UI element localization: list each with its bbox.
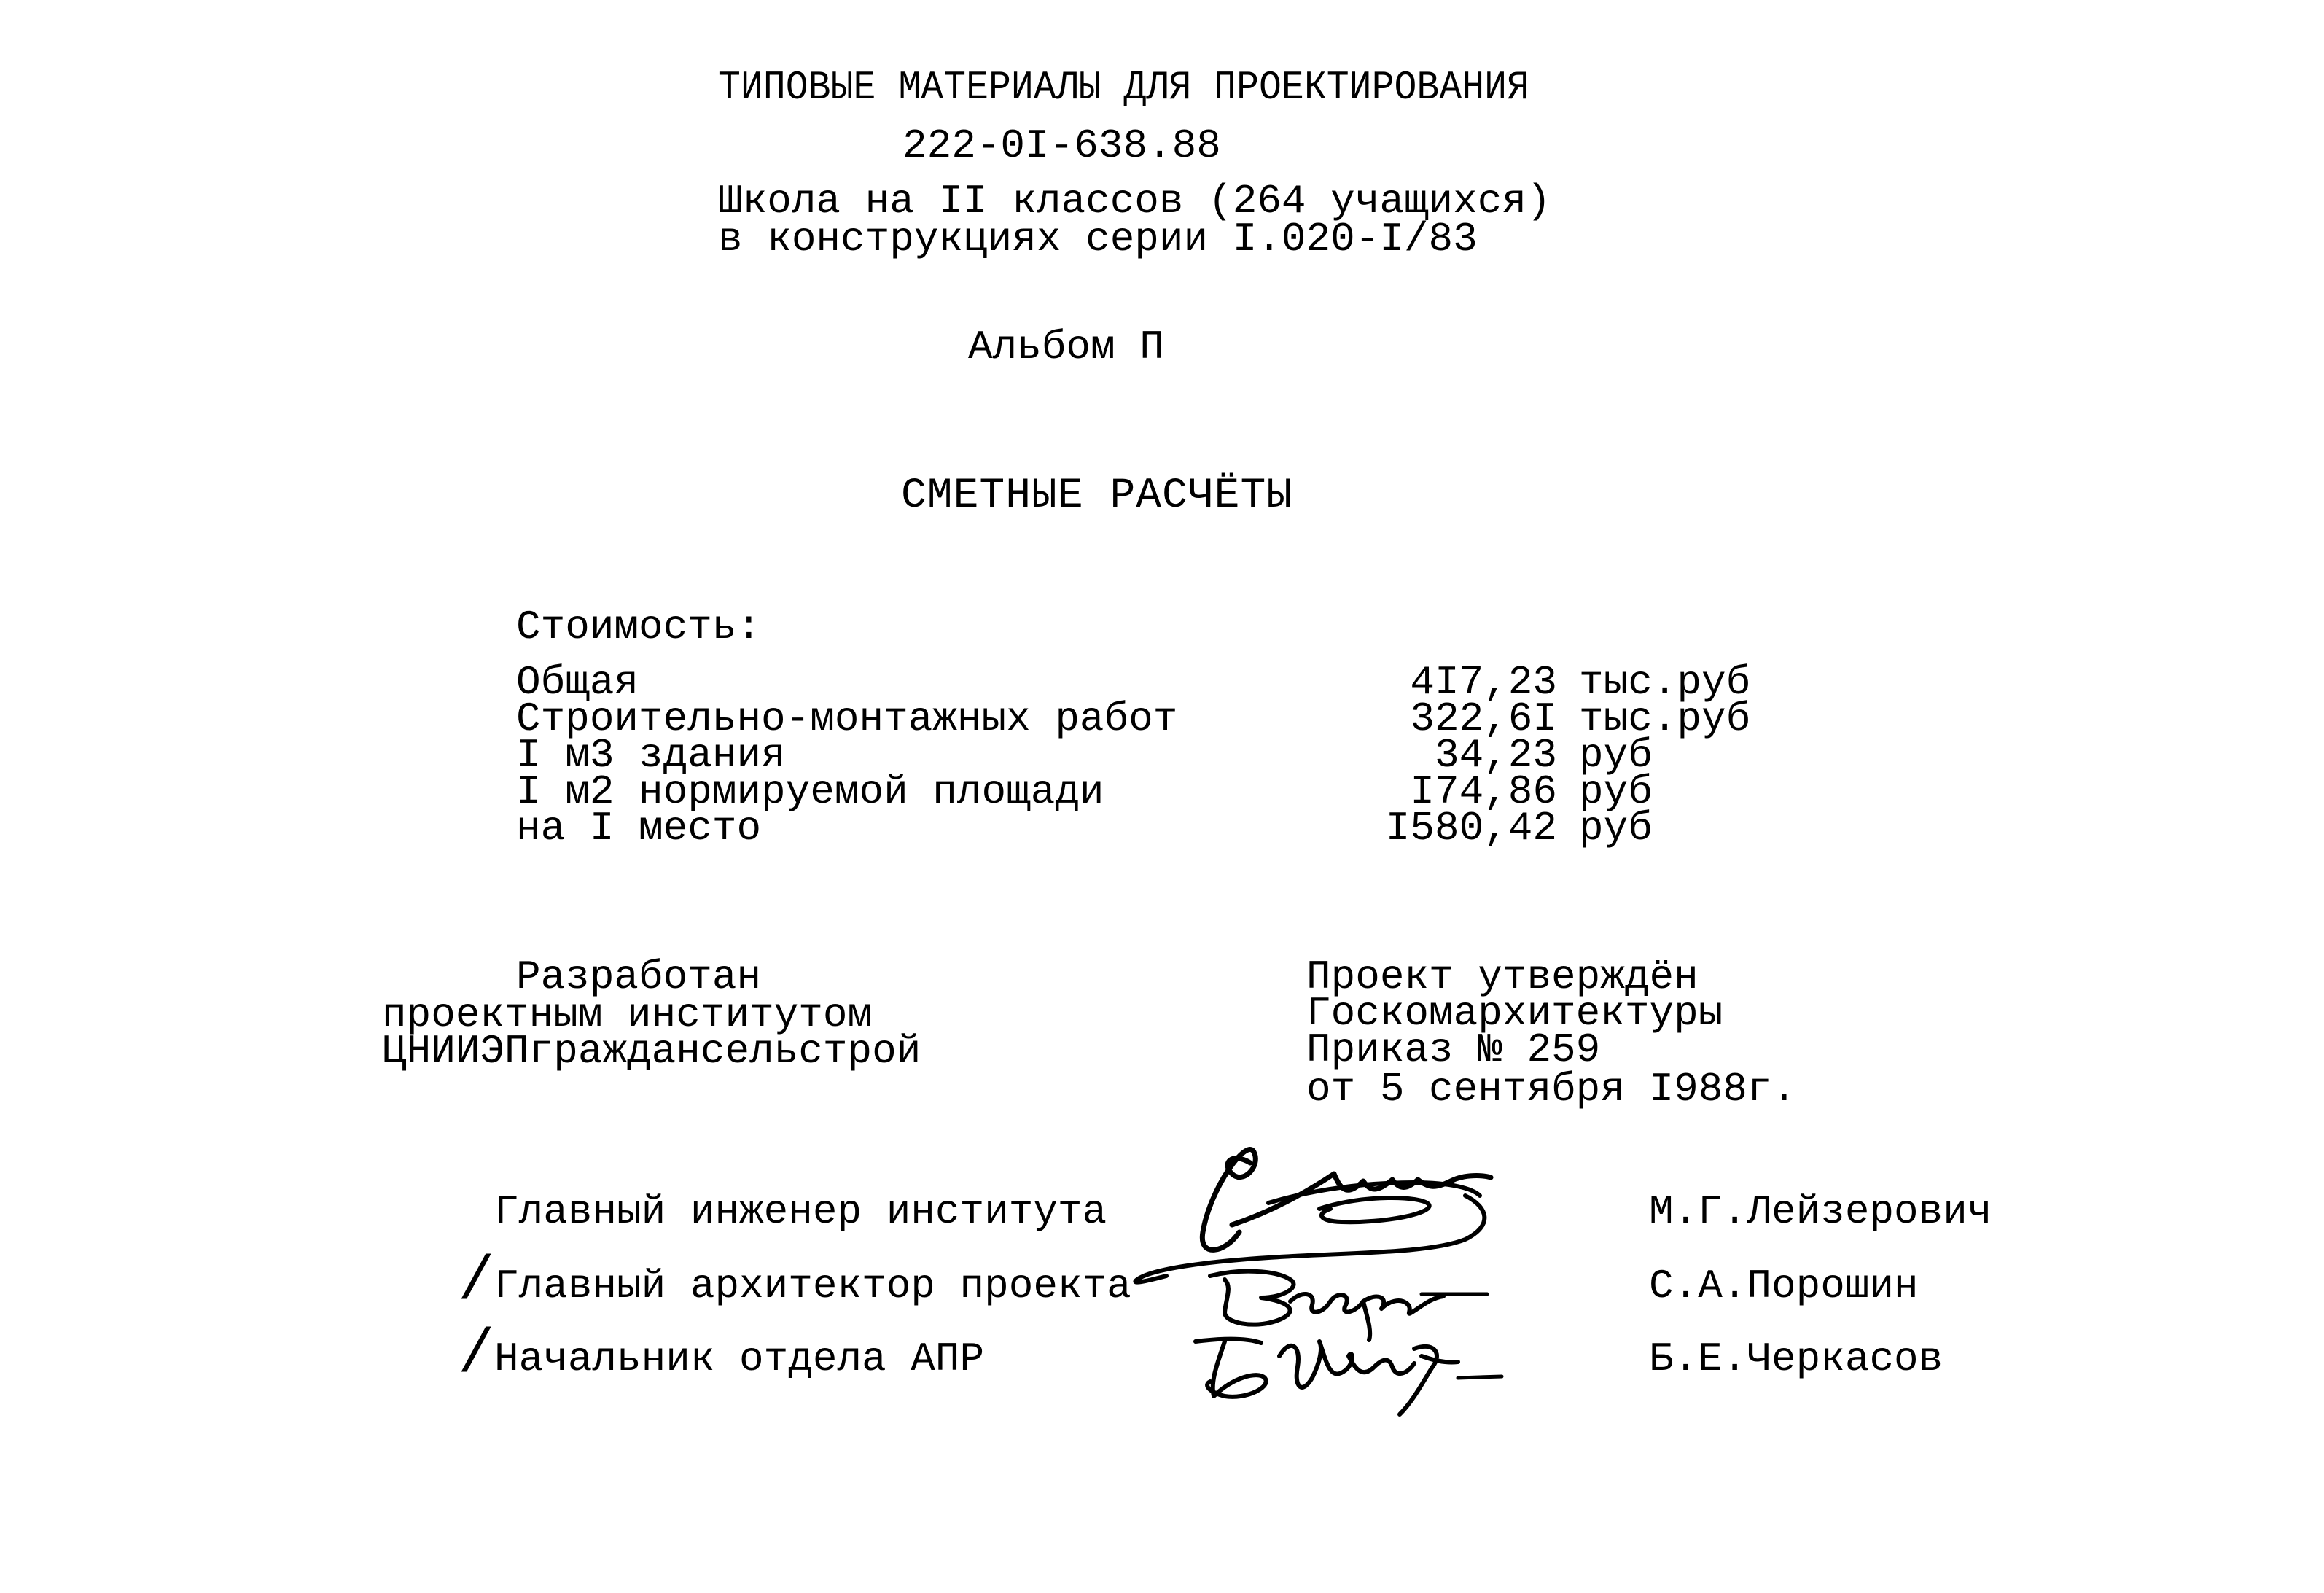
cost-label: Строительно-монтажных работ [516,696,1178,742]
cost-unit: тыс.руб [1579,696,1751,742]
slash-mark: / [458,1248,495,1317]
project-name-line2: в конструкциях серии I.020-I/83 [718,216,1478,262]
cost-label: I м3 здания [516,732,786,779]
developer-line2: проектным институтом [382,992,873,1038]
signatory-position: Главный инженер института [494,1188,1107,1235]
signatory-name: Б.Е.Черкасов [1649,1336,1943,1382]
signatory-position: Начальник отдела АПР [494,1336,985,1382]
slash-mark: / [458,1321,495,1390]
section-title: СМЕТНЫЕ РАСЧЁТЫ [901,472,1293,520]
approval-line4: от 5 сентября I988г. [1306,1066,1797,1113]
album-label: Альбом П [968,324,1164,370]
project-name-line1: Школа на II классов (264 учащихся) [718,178,1551,225]
cost-value: 322,6I [1410,696,1557,742]
cost-value: I580,42 [1385,805,1557,852]
cost-unit: руб [1579,768,1653,815]
approval-line3: Приказ № 259 [1306,1027,1601,1073]
approval-line2: Госкомархитектуры [1306,990,1723,1037]
signatory-position: Главный архитектор проекта [494,1263,1131,1309]
signatory-name: М.Г.Лейзерович [1649,1188,1992,1235]
signature-department-head [1181,1327,1524,1422]
series-title: ТИПОВЫЕ МАТЕРИАЛЫ ДЛЯ ПРОЕКТИРОВАНИЯ [718,64,1530,111]
cost-label: Общая [516,659,639,706]
cost-unit: руб [1579,732,1653,779]
cost-value: 4I7,23 [1410,659,1557,706]
cost-value: I74,86 [1410,768,1557,815]
cost-value: 34,23 [1434,732,1557,779]
cost-unit: руб [1579,805,1653,852]
cost-unit: тыс.руб [1579,659,1751,706]
signatory-name: С.А.Порошин [1649,1263,1919,1309]
developer-line3: ЦНИИЭПграждансельстрой [382,1028,921,1075]
approval-line1: Проект утверждён [1306,954,1699,1000]
document-code: 222-0I-638.88 [902,122,1221,169]
developer-line1: Разработан [516,954,762,1000]
cost-label: I м2 нормируемой площади [516,768,1104,815]
cost-label: на I место [516,805,762,852]
cost-heading: Стоимость: [516,604,762,650]
